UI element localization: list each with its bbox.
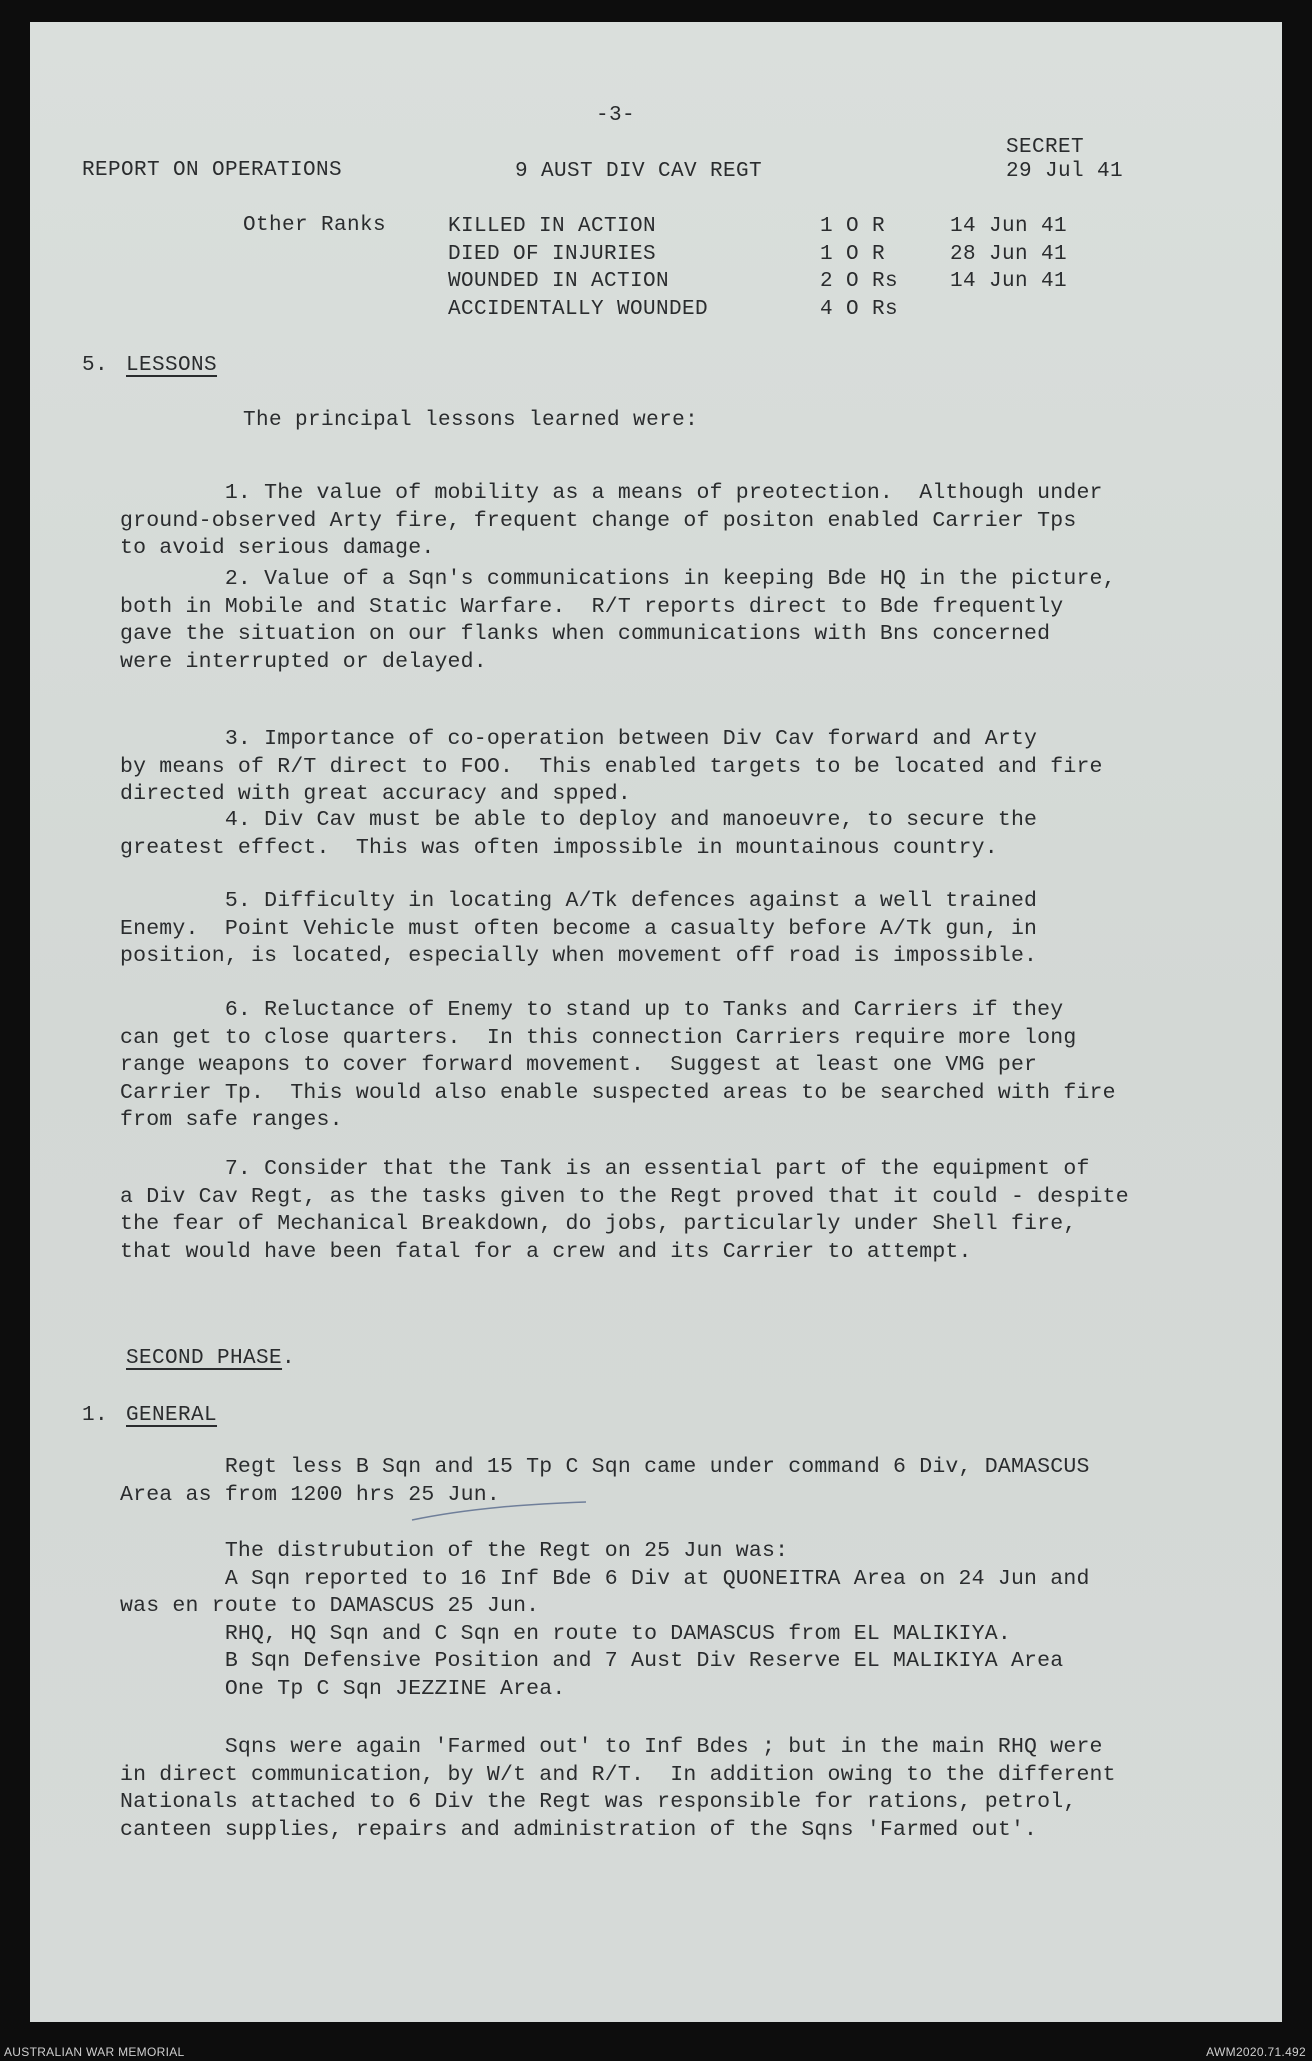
text-line: in direct communication, by W/t and R/T. In addition owing to the different	[120, 1762, 1116, 1787]
general-paragraph-3	[120, 1734, 1116, 1844]
footer-reference: AWM2020.71.492	[1206, 2045, 1306, 2059]
general-number: 1.	[82, 1404, 109, 1427]
casualties-label: Other Ranks	[243, 214, 387, 237]
lessons-intro: The principal lessons learned were:	[243, 409, 699, 432]
report-date: 29 Jul 41	[1006, 160, 1124, 183]
page-number: -3-	[596, 104, 636, 127]
text-line: Area as from 1200 hrs 25 Jun.	[120, 1482, 500, 1507]
text-line: 3. Importance of co-operation between Div Cav forward and Arty	[120, 727, 1038, 751]
text-line: ground-observed Arty fire, frequent change of positon enabled Carrier Tps	[120, 508, 1077, 533]
casualty-type: WOUNDED IN ACTION	[448, 270, 670, 293]
text-line: The distrubution of the Regt on 25 Jun was:	[120, 1539, 789, 1563]
text-line: position, is located, especially when movement off road is impossible.	[120, 944, 1038, 968]
text-line: from safe ranges.	[120, 1108, 343, 1132]
text-line: 2. Value of a Sqn's communications in keeping Bde HQ in the picture,	[120, 567, 1116, 591]
text-line: a Div Cav Regt, as the tasks given to the Regt proved that it could - despite	[120, 1184, 1129, 1209]
casualty-type: KILLED IN ACTION	[448, 215, 657, 238]
casualty-type: ACCIDENTALLY WOUNDED	[448, 298, 709, 321]
lesson-item	[120, 807, 1037, 862]
text-line: 5. Difficulty in locating A/Tk defences against a well trained	[120, 889, 1038, 913]
text-line: Enemy. Point Vehicle must often become a casualty before A/Tk gun, in	[120, 916, 1038, 941]
text-line: One Tp C Sqn JEZZINE Area.	[120, 1676, 566, 1701]
unit-name: 9 AUST DIV CAV REGT	[515, 160, 763, 183]
secret-marking: SECRET	[1006, 136, 1085, 159]
text-line: by means of R/T direct to FOO. This enabled targets to be located and fire	[120, 754, 1103, 779]
text-line: Nationals attached to 6 Div the Regt was responsible for rations, petrol,	[120, 1790, 1077, 1814]
casualty-type: DIED OF INJURIES	[448, 243, 657, 266]
text-line: range weapons to cover forward movement. Suggest at least one VMG per	[120, 1053, 1038, 1077]
text-line: that would have been fatal for a crew and its Carrier to attempt.	[120, 1239, 972, 1264]
second-phase-title: SECOND PHASE	[126, 1347, 283, 1370]
casualty-count: 1 O R	[820, 243, 886, 266]
lessons-heading: LESSONS	[126, 354, 218, 377]
text-line: Carrier Tp. This would also enable suspected areas to be searched with fire	[120, 1080, 1116, 1105]
text-line: the fear of Mechanical Breakdown, do jobs, particularly under Shell fire,	[120, 1212, 1077, 1236]
report-title: REPORT ON OPERATIONS	[82, 159, 343, 182]
casualty-date: 14 Jun 41	[950, 270, 1068, 293]
lesson-item	[120, 726, 1103, 809]
lesson-item	[120, 1156, 1129, 1266]
second-phase-suffix: .	[282, 1347, 296, 1370]
lesson-item	[120, 480, 1103, 563]
text-line: gave the situation on our flanks when communications with Bns concerned	[120, 622, 1051, 646]
general-paragraph-1	[120, 1454, 1090, 1509]
lessons-number: 5.	[82, 354, 109, 377]
general-paragraph-2	[120, 1538, 1090, 1703]
text-line: 1. The value of mobility as a means of preotection. Although under	[120, 481, 1103, 505]
text-line: both in Mobile and Static Warfare. R/T reports direct to Bde frequently	[120, 594, 1064, 619]
casualty-date: 14 Jun 41	[950, 215, 1068, 238]
text-line: Regt less B Sqn and 15 Tp C Sqn came under command 6 Div, DAMASCUS	[120, 1455, 1090, 1479]
casualty-count: 4 O Rs	[820, 298, 899, 321]
text-line: greatest effect. This was often impossible in mountainous country.	[120, 835, 998, 860]
pencil-mark	[410, 1498, 590, 1524]
text-line: 4. Div Cav must be able to deploy and manoeuvre, to secure the	[120, 808, 1038, 832]
document-page	[30, 22, 1282, 2022]
text-line: Sqns were again 'Farmed out' to Inf Bdes ; but in the main RHQ were	[120, 1735, 1103, 1759]
text-line: canteen supplies, repairs and administration of the Sqns 'Farmed out'.	[120, 1817, 1038, 1842]
casualty-count: 2 O Rs	[820, 270, 899, 293]
casualty-date: 28 Jun 41	[950, 243, 1068, 266]
text-line: A Sqn reported to 16 Inf Bde 6 Div at QUONEITRA Area on 24 Jun and	[120, 1566, 1090, 1591]
casualty-count: 1 O R	[820, 215, 886, 238]
text-line: were interrupted or delayed.	[120, 649, 487, 674]
text-line: was en route to DAMASCUS 25 Jun.	[120, 1594, 540, 1618]
lesson-item	[120, 888, 1037, 971]
text-line: directed with great accuracy and spped.	[120, 782, 631, 806]
text-line: to avoid serious damage.	[120, 536, 435, 560]
footer-archive-name: AUSTRALIAN WAR MEMORIAL	[4, 2045, 185, 2059]
second-phase-heading	[126, 1345, 295, 1373]
text-line: RHQ, HQ Sqn and C Sqn en route to DAMASCUS from EL MALIKIYA.	[120, 1621, 1011, 1646]
text-line: B Sqn Defensive Position and 7 Aust Div Reserve EL MALIKIYA Area	[120, 1649, 1064, 1673]
lesson-item	[120, 566, 1116, 676]
lesson-item	[120, 997, 1116, 1135]
text-line: can get to close quarters. In this connection Carriers require more long	[120, 1025, 1077, 1050]
text-line: 6. Reluctance of Enemy to stand up to Tanks and Carriers if they	[120, 998, 1064, 1022]
text-line: 7. Consider that the Tank is an essential part of the equipment of	[120, 1157, 1090, 1181]
general-heading: GENERAL	[126, 1404, 218, 1427]
